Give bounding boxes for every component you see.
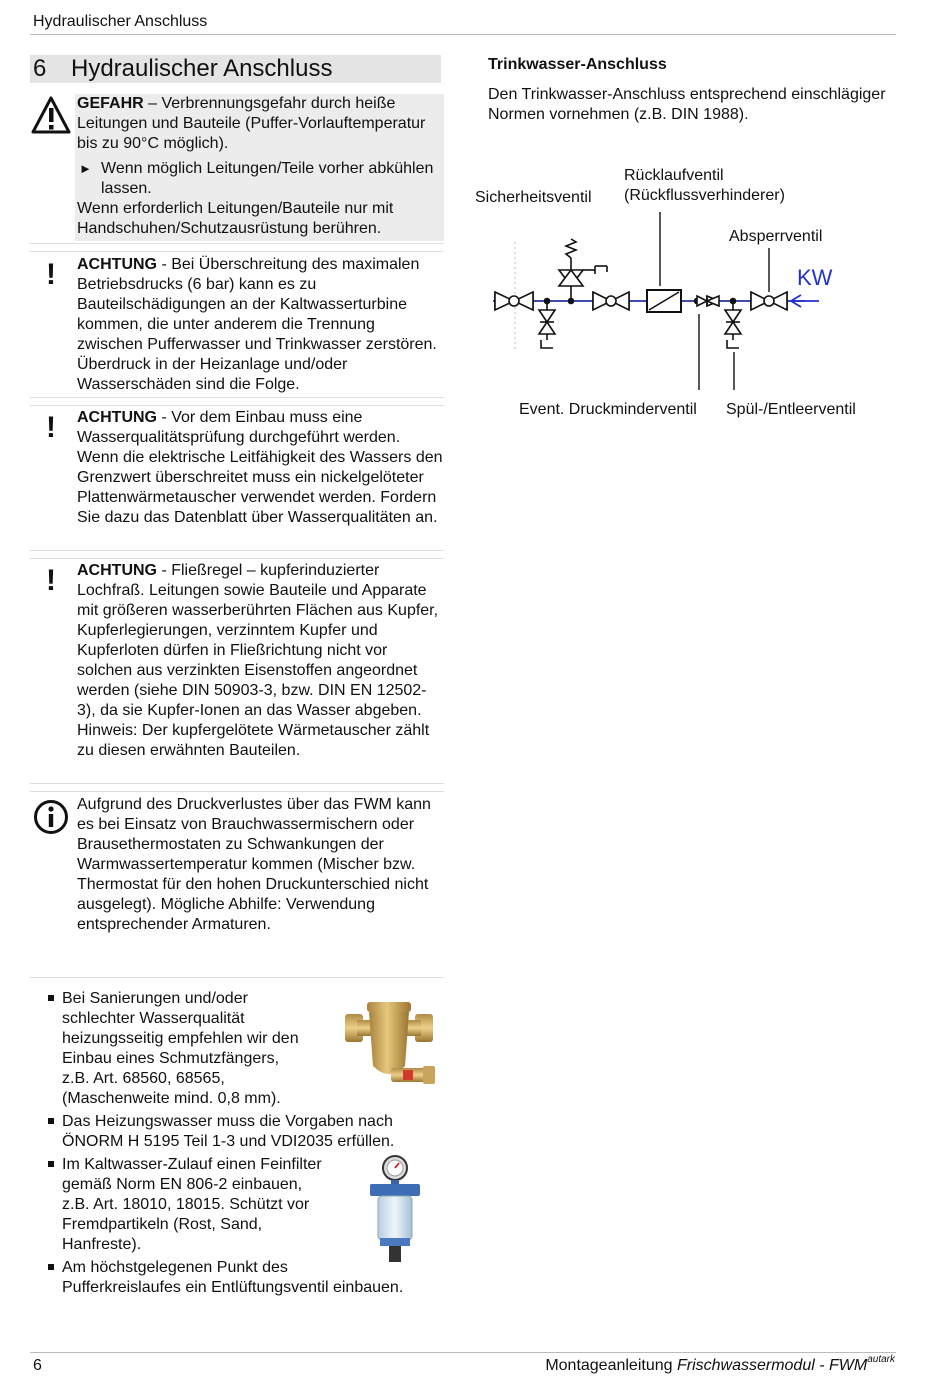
list-item: Am höchstgelegenen Punkt des Pufferkreislaufes ein Entlüftungsventil einbauen. [48,1258,448,1298]
exclamation-icon: ! [46,258,56,291]
attention-text: - Vor dem Einbau muss eine Wasserqualitätsprüfung durchgeführt werden. Wenn die elektrische Leitfähigkeit des Wassers den Grenzwert überschreitet muss ein nickelgelöteter Plattenwärmetauscher verwendet werden. Fordern Sie dazu das Datenblatt über Wasserqualitäten an. [77,409,443,526]
danger-box [75,94,444,241]
page-number: 6 [33,1357,42,1374]
list-item: Bei Sanierungen und/oder schlechter Wasserqualität heizungsseitig empfehlen wir den Einbau eines Schmutzfängers, z.B. Art. 68560, 68565, (Maschenweite mind. 0,8 mm). [48,989,448,1109]
danger-step: ► Wenn möglich Leitungen/Teile vorher abkühlen lassen. [79,160,434,197]
section-title-text: Hydraulischer Anschluss [71,55,333,82]
exclamation-icon: ! [46,411,56,444]
attention-label: ACHTUNG [77,562,157,579]
warning-triangle-icon [30,96,72,140]
danger-note: Wenn erforderlich Leitungen/Bauteile nur mit Handschuhen/Schutzausrüstung berühren. [77,200,394,237]
flow-arrow-icon [791,295,819,307]
bullet-square-icon [48,1118,54,1124]
footer-doc-title: Montageanleitung Frischwassermodul - $FWM^{autark}$ [545,1354,895,1374]
divider [30,397,444,398]
info-circle-icon [30,799,72,841]
label-druckminderventil: Event. Druckminderventil [519,401,697,418]
bullet-square-icon [48,1264,54,1270]
danger-label: GEFAHR [77,95,144,112]
divider [30,977,444,978]
footer-product: Frischwassermodul - FWM [676,1357,868,1374]
gate-valve-middle [593,292,629,310]
list-item: Das Heizungswasser muss die Vorgaben nach ÖNORM H 5195 Teil 1-3 und VDI2035 erfüllen. [48,1112,448,1152]
divider [30,558,444,559]
fine-filter-image [368,1154,422,1264]
attention-notice [30,255,444,395]
check-valve [647,290,681,312]
label-rueckflussverhinderer: (Rückflussverhinderer) [624,187,785,204]
hydraulic-diagram [485,212,835,397]
attention-label: ACHTUNG [77,409,157,426]
pressure-reducer [695,296,720,306]
info-notice [30,795,444,935]
danger-text: GEFAHR – Verbrennungsgefahr durch heiße Leitungen und Bauteile (Puffer-Vorlauftemperatur bis zu 90°C möglich). [77,95,426,152]
gate-valve-right [751,292,787,310]
attention-text: - Bei Überschreitung des maximalen Betriebsdrucks (6 bar) kann es zu Bauteilschädigungen an der Kaltwasserturbine kommen, die unter anderem die Trennung zwischen Pufferwasser und Trinkwasser zerstören. Überdruck in der Heizanlage und/oder Wasserschäden sind die Folge. [77,256,437,393]
divider [30,550,444,551]
attention-notice [30,408,444,528]
label-spuelventil: Spül-/Entleerventil [726,401,856,418]
divider [30,405,444,406]
kw-label: KW [797,265,833,290]
section-title [30,55,441,83]
list-item: Im Kaltwasser-Zulauf einen Feinfilter gemäß Norm EN 806-2 einbauen, z.B. Art. 18010, 18015. Schützt vor Fremdpartikeln (Rost, Sand, Hanfreste). [48,1155,448,1255]
section-number: 6 [33,55,47,82]
running-header: Hydraulischer Anschluss [33,13,208,30]
drain-valve-right [725,299,741,349]
footer-superscript: autark [867,1354,895,1365]
bullet-square-icon [48,995,54,1001]
label-absperrventil: Absperrventil [729,228,823,245]
trinkwasser-text: Den Trinkwasser-Anschluss entsprechend einschlägiger Normen vornehmen (z.B. DIN 1988). [488,86,886,123]
trinkwasser-title: Trinkwasser-Anschluss [488,56,667,73]
divider [30,791,444,792]
divider [30,243,444,244]
info-text: Aufgrund des Druckverlustes über das FWM kann es bei Einsatz von Brauchwassermischern oder Brausethermostaten zu Schwankungen der Warmwassertemperatur kommen (Mischer bzw. Thermostat für den hohen Druckunterschied nicht ausgelegt). Mögliche Abhilfe: Verwendung entsprechender Armaturen. [77,796,431,933]
arrow-right-icon: ► [79,161,92,176]
label-sicherheitsventil: Sicherheitsventil [475,189,592,206]
bullet-square-icon [48,1161,54,1167]
attention-label: ACHTUNG [77,256,157,273]
danger-notice [30,94,444,241]
exclamation-icon: ! [46,564,56,597]
footer-rule [30,1352,896,1353]
safety-valve [559,239,607,304]
divider [30,783,444,784]
header-rule [30,34,896,35]
label-ruecklaufventil: Rücklaufventil [624,167,724,184]
attention-notice [30,561,444,761]
dirt-trap-image [343,1000,439,1094]
gate-valve-left [495,292,533,310]
drain-valve-left [539,299,555,349]
divider [30,251,444,252]
attention-text: - Fließregel – kupferinduzierter Lochfraß. Leitungen sowie Bauteile und Apparate mit größeren wasserberührten Flächen aus Kupfer, Kupferlegierungen, verzinntem Kupfer und Kupferloten dürfen in Fließrichtung nicht vor solchen aus verzinkten Eisenstoffen angeordnet werden (siehe DIN 50903-3, bzw. DIN EN 12502-3), da sie Kupfer-Ionen an das Wasser abgeben. Hinweis: Der kupfergelötete Wärmetauscher zählt zu diesen erwähnten Bauteilen. [77,562,439,759]
